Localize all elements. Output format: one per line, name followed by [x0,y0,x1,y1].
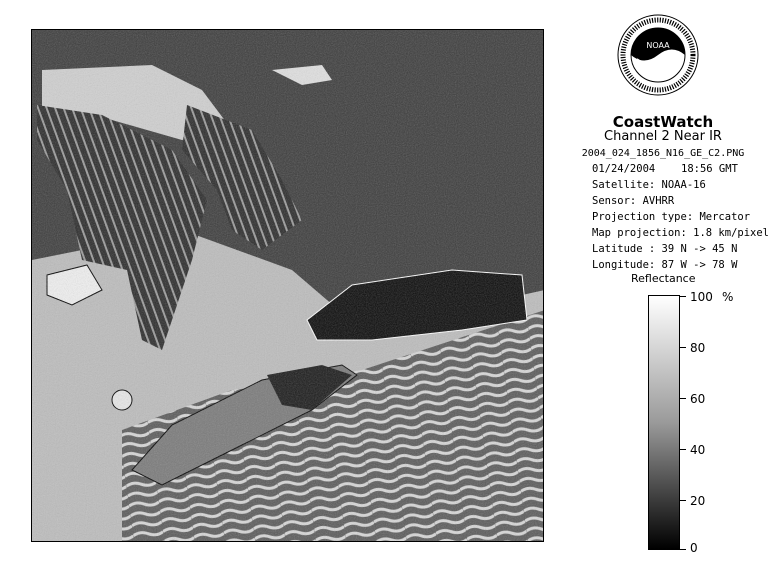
satellite-image [31,29,544,542]
reflectance-colorbar [648,295,680,550]
acquisition-time: 18:56 GMT [681,163,738,175]
legend-tick [680,398,686,399]
channel-name: Channel 2 Near IR [604,129,722,144]
legend-tick-label: 80 [690,341,706,355]
legend-title: Reflectance [631,272,696,285]
legend-tick-label: 100 [690,290,713,304]
legend-tick [680,296,686,297]
file-name: 2004_024_1856_N16_GE_C2.PNG [581,148,745,159]
projection-type: Projection type: Mercator [592,211,751,223]
legend-tick-label: 40 [690,443,706,457]
product-title: CoastWatch [612,113,714,131]
satellite-info: Satellite: NOAA-16 [592,179,706,191]
longitude-range: Longitude: 87 W -> 78 W [592,259,738,271]
noaa-logo-icon [617,14,699,96]
acquisition-date: 01/24/2004 [592,163,656,175]
noaa-logo-text: NOAA [646,41,670,50]
legend-tick [680,500,686,501]
legend-tick-label: 60 [690,392,706,406]
sensor-info: Sensor: AVHRR [592,195,675,207]
latitude-range: Latitude : 39 N -> 45 N [592,243,738,255]
great-lakes-map [32,30,544,542]
legend-tick [680,449,686,450]
legend-unit: % [722,290,734,304]
map-projection: Map projection: 1.8 km/pixel [592,227,770,239]
legend-tick-label: 0 [690,541,698,555]
legend-tick [680,347,686,348]
legend-tick-label: 20 [690,494,706,508]
legend-tick [680,549,686,550]
